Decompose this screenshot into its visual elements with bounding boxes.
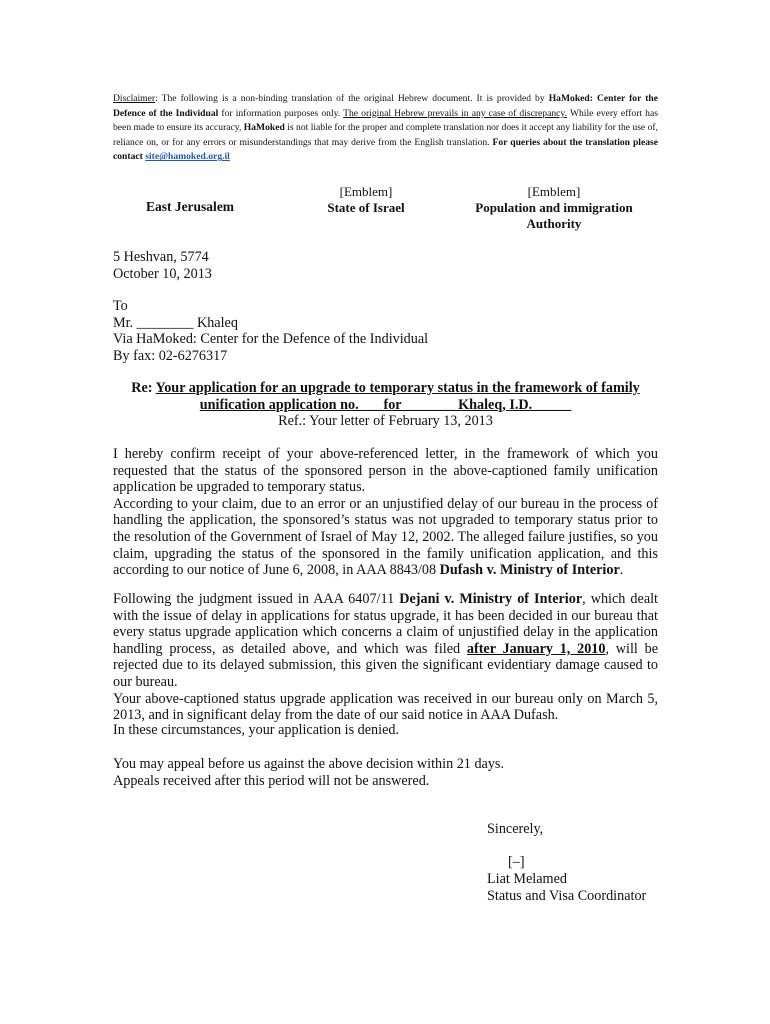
paragraph-1 [113,446,658,579]
emblem-placeholder: [Emblem] [527,184,581,199]
closing: Sincerely, [487,821,544,837]
email-link[interactable]: site@hamoked.org.il [145,151,230,163]
to-label: To [113,298,128,314]
disclaimer-text: While every effort has been made to ensure its accuracy, [113,107,658,134]
paragraph-text: , will be rejected due to its delayed submission, this given the significant evidentiary damage caused to our bureau. [113,640,658,690]
hebrew-date: 5 Heshvan, 5774 [113,249,209,265]
case-name: Dufash v. Ministry of Interior [439,562,620,579]
disclaimer-text: : The following is a non-binding translation of the original Hebrew document. It is provided by [155,93,549,104]
decision-text: In these circumstances, your application is denied. [113,722,400,738]
paragraph-2 [113,591,658,724]
gregorian-date: October 10, 2013 [113,265,212,282]
paragraph-text: Your above-captioned status upgrade application was received in our bureau only on March 5, 2013, and in significant delay from the date of our said notice in AAA Dufash. [113,690,658,724]
subject-line-1: Your application for an upgrade to temporary status in the framework of family [155,380,640,396]
authority-title: Population and immigration Authority [475,200,633,231]
recipient-fax: By fax: 02-6276317 [113,347,228,364]
paragraph-text: I hereby confirm receipt of your above-referenced letter, in the framework of which you requested that the status of the sponsored person in the above-captioned family unification application be upgraded to temporary status. [113,446,658,496]
header-authority [466,184,642,232]
header-location [130,199,250,215]
recipient-block [113,298,658,364]
subject-prefix: Re: [131,380,156,396]
disclaimer-label: Disclaimer [113,93,156,104]
paragraph-text: According to your claim, due to an error or an unjustified delay of our bureau in the process of handling the application, the sponsored’s status was not upgraded to temporary status prior to the resolution of the Government of Israel of May 12, 2002. The alleged failure justifies, so you claim, upgrading the status of the sponsored in the family unification application, and this according to our notice of June 6, 2008, in AAA 8843/08 [113,495,658,579]
subject-line-2: unification application no. ___for _______ Khaleq, I.D. _____ [199,396,572,413]
recipient-via: Via HaMoked: Center for the Defence of the Individual [113,331,429,348]
disclaimer [113,92,658,165]
paragraph-3 [113,722,658,739]
disclaimer-prevails: The original Hebrew prevails in any case of discrepancy. [343,107,567,119]
case-name: Dejani v. Ministry of Interior [399,591,583,607]
appeal-text: Appeals received after this period will not be answered. [113,772,430,789]
paragraph-end: . [619,562,624,579]
paragraph-text: Following the judgment issued in AAA 6407/11 [113,591,400,607]
signer-title: Status and Visa Coordinator [487,887,647,904]
disclaimer-text: is not liable for the proper and complete translation nor does it accept any liability for the use of, reliance on, or for any errors or misunderstandings that may derive from the English translation. [113,122,658,148]
subject-block [113,380,658,430]
state-title: State of Israel [327,200,405,215]
recipient-name: Mr. ________ Khaleq [113,314,238,331]
disclaimer-queries: For queries about the translation please contact [113,136,659,163]
emblem-placeholder: [Emblem] [339,184,393,199]
signer-name: Liat Melamed [487,871,567,887]
disclaimer-text: for information purposes only. [218,107,344,119]
disclaimer-org-short: HaMoked [243,122,285,134]
letter-date [113,249,658,282]
cutoff-date: after January 1, 2010 [466,640,606,657]
signer-block [487,871,687,904]
header-location-text: East Jerusalem [145,199,235,214]
signature-mark: [–] [508,854,525,870]
subject-ref: Ref.: Your letter of February 13, 2013 [278,413,493,430]
paragraph-4 [113,756,658,789]
appeal-text: You may appeal before us against the above decision within 21 days. [113,756,504,772]
disclaimer-org: HaMoked: Center for the Defence of the Individual [113,93,659,119]
header-state [300,184,432,216]
paragraph-text: , which dealt with the issue of delay in applications for status upgrade, it has been decided in our bureau that every status upgrade application which concerns a claim of unjustified delay in the application handling process, as detailed above, and which was filed [113,591,658,657]
